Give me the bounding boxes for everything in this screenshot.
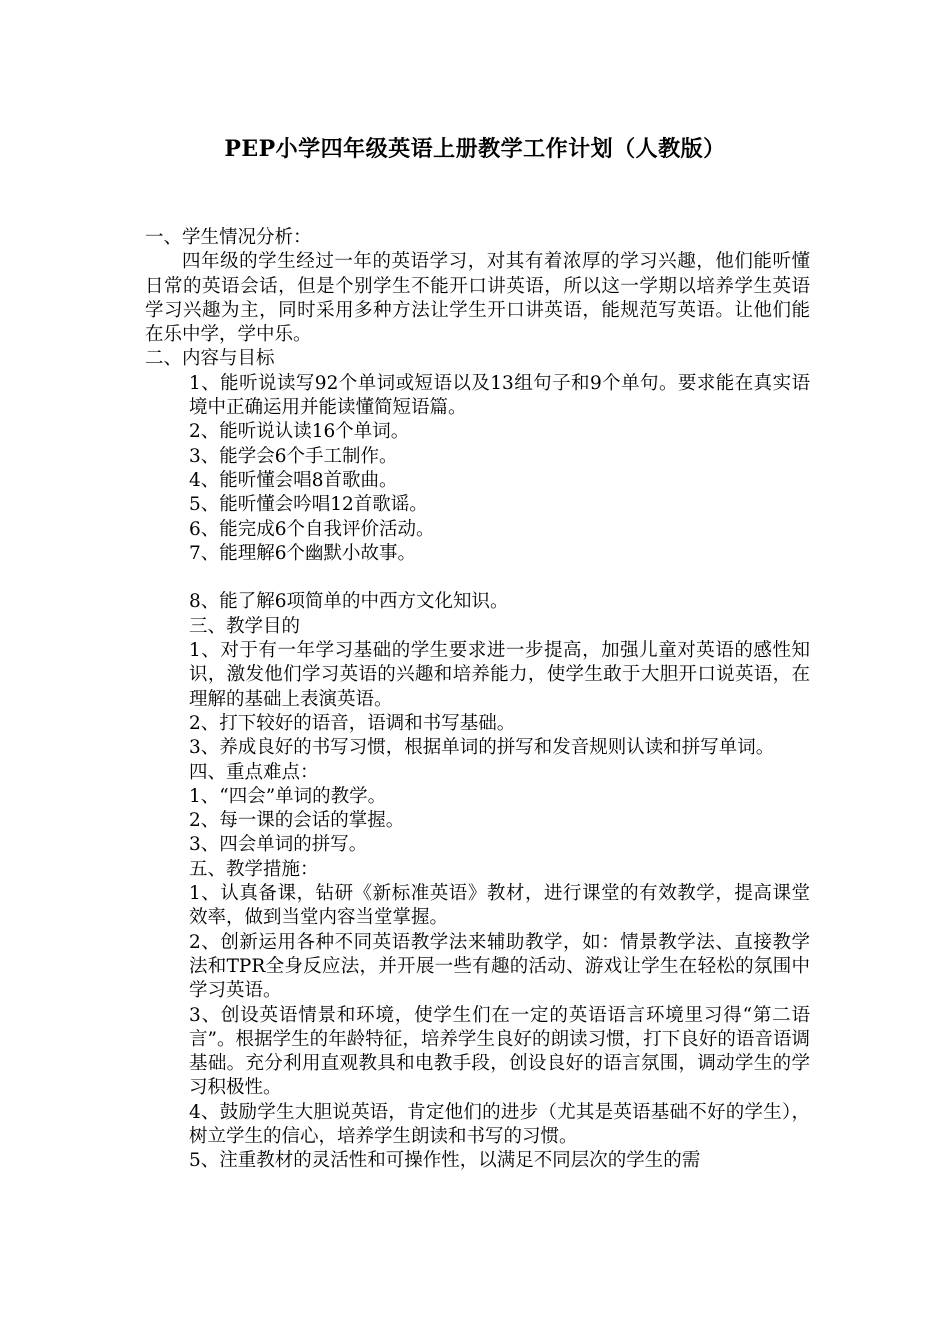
list-item: 1、能听说读写92个单词或短语以及13组句子和9个单句。要求能在真实语境中正确运用并能读懂简短语篇。 <box>189 372 810 419</box>
list-item: 7、能理解6个幽默小故事。 <box>189 542 417 564</box>
section-2-list <box>145 372 810 1174</box>
section-1-paragraph: 四年级的学生经过一年的英语学习，对其有着浓厚的学习兴趣，他们能听懂日常的英语会话，但是个别学生不能开口讲英语，所以这一学期以培养学生英语学习兴趣为主，同时采用多种方法让学生开口讲英语，能规范写英语。让他们能在乐中学，学中乐。 <box>145 251 810 346</box>
section-5-heading: 五、教学措施： <box>189 858 319 880</box>
list-item: 3、创设英语情景和环境，使学生们在一定的英语语言环境里习得“第二语言”。根据学生的年龄特征，培养学生良好的朗读习惯，打下良好的语音语调基础。充分利用直观教具和电教手段，创设良好的语言氛围，调动学生的学习积极性。 <box>189 1004 810 1099</box>
section-4-heading: 四、重点难点： <box>189 761 319 783</box>
section-1-heading: 一、学生情况分析： <box>145 227 312 248</box>
list-item: 3、四会单词的拼写。 <box>189 834 368 856</box>
list-item: 3、养成良好的书写习惯，根据单词的拼写和发音规则认读和拼写单词。 <box>189 737 775 759</box>
blank-line <box>189 566 810 590</box>
section-3-heading: 三、教学目的 <box>189 615 301 637</box>
list-item: 4、能听懂会唱8首歌曲。 <box>189 469 398 491</box>
list-item: 2、能听说认读16个单词。 <box>189 421 410 443</box>
list-item: 5、注重教材的灵活性和可操作性，以满足不同层次的学生的需 <box>189 1150 701 1172</box>
list-item: 6、能完成6个自我评价活动。 <box>189 518 435 540</box>
list-item: 4、鼓励学生大胆说英语，肯定他们的进步（尤其是英语基础不好的学生），树立学生的信心，培养学生朗读和书写的习惯。 <box>189 1101 810 1147</box>
list-item: 2、创新运用各种不同英语教学法来辅助教学，如：情景教学法、直接教学法和TPR全身反应法，并开展一些有趣的活动、游戏让学生在轻松的氛围中学习英语。 <box>189 931 810 1002</box>
document-body <box>145 226 810 1174</box>
document-title: PEP小学四年级英语上册教学工作计划（人教版） <box>224 136 726 162</box>
list-item: 2、每一课的会话的掌握。 <box>189 810 405 832</box>
list-item: 5、能听懂会吟唱12首歌谣。 <box>189 494 428 516</box>
list-item: 3、能学会6个手工制作。 <box>189 445 398 467</box>
list-item: 1、对于有一年学习基础的学生要求进一步提高，加强儿童对英语的感性知识，激发他们学习英语的兴趣和培养能力，使学生敢于大胆开口说英语，在理解的基础上表演英语。 <box>189 640 810 710</box>
list-item: 2、打下较好的语音，语调和书写基础。 <box>189 712 516 734</box>
list-item: 8、能了解6项简单的中西方文化知识。 <box>189 591 509 613</box>
section-2-heading: 二、内容与目标 <box>145 348 275 370</box>
list-item: 1、“四会”单词的教学。 <box>189 785 387 807</box>
list-item: 1、认真备课，钻研《新标准英语》教材，进行课堂的有效教学，提高课堂效率，做到当堂内容当堂掌握。 <box>189 883 810 929</box>
